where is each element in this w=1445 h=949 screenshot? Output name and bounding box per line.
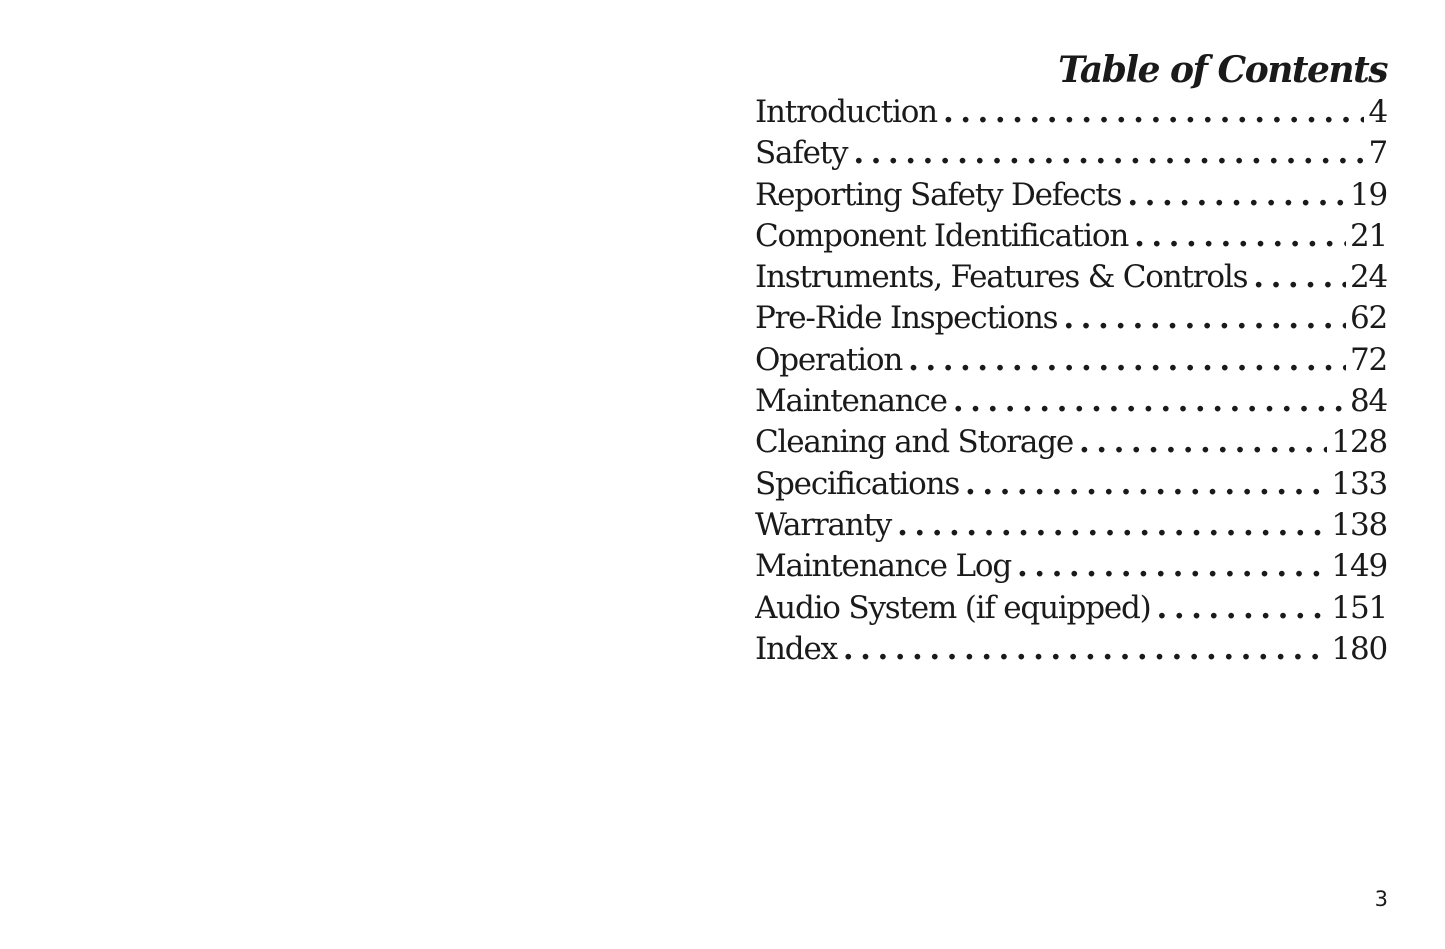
toc-entry-label: Reporting Safety Defects xyxy=(755,176,1122,213)
toc-entry-label: Instruments, Features & Controls xyxy=(755,259,1248,296)
toc-list xyxy=(755,92,1387,670)
toc-entry-label: Maintenance Log xyxy=(755,548,1011,585)
toc-entry-label: Pre-Ride Inspections xyxy=(755,300,1058,337)
table-of-contents xyxy=(755,48,1387,670)
toc-entry-safety[interactable] xyxy=(755,133,1387,174)
dot-leader xyxy=(953,381,1346,422)
toc-entry-label: Introduction xyxy=(755,94,937,130)
toc-entry-component-identification[interactable] xyxy=(755,216,1387,257)
toc-entry-page: 128 xyxy=(1331,424,1387,461)
toc-entry-instruments-features-controls[interactable] xyxy=(755,257,1387,298)
toc-entry-index[interactable] xyxy=(755,629,1387,670)
dot-leader xyxy=(1063,298,1346,339)
page-number: 3 xyxy=(1374,887,1388,911)
dot-leader xyxy=(943,92,1365,133)
dot-leader xyxy=(908,340,1346,381)
dot-leader xyxy=(1253,257,1346,298)
toc-entry-label: Specifications xyxy=(755,465,960,502)
toc-entry-label: Operation xyxy=(755,341,903,378)
toc-entry-page: 7 xyxy=(1368,135,1387,172)
toc-entry-reporting-safety-defects[interactable] xyxy=(755,175,1387,216)
toc-entry-maintenance[interactable] xyxy=(755,381,1387,422)
toc-entry-label: Component Identification xyxy=(755,217,1129,254)
dot-leader xyxy=(853,133,1364,174)
toc-entry-maintenance-log[interactable] xyxy=(755,546,1387,587)
toc-title: Table of Contents xyxy=(1058,49,1387,91)
toc-entry-label: Index xyxy=(755,630,837,667)
toc-entry-operation[interactable] xyxy=(755,340,1387,381)
toc-entry-pre-ride-inspections[interactable] xyxy=(755,298,1387,339)
toc-entry-page: 151 xyxy=(1331,589,1387,626)
dot-leader xyxy=(1017,546,1327,587)
dot-leader xyxy=(843,629,1328,670)
toc-entry-page: 149 xyxy=(1331,548,1387,585)
toc-entry-warranty[interactable] xyxy=(755,505,1387,546)
toc-entry-label: Cleaning and Storage xyxy=(755,424,1073,461)
dot-leader xyxy=(1079,422,1327,463)
toc-entry-specifications[interactable] xyxy=(755,464,1387,505)
toc-entry-page: 4 xyxy=(1368,94,1387,130)
toc-entry-page: 138 xyxy=(1331,506,1387,543)
toc-entry-audio-system[interactable] xyxy=(755,588,1387,629)
toc-entry-label: Warranty xyxy=(755,506,892,543)
toc-entry-page: 133 xyxy=(1331,465,1387,502)
toc-entry-label: Maintenance xyxy=(755,383,947,420)
dot-leader xyxy=(1134,216,1346,257)
toc-entry-label: Audio System (if equipped) xyxy=(755,589,1151,626)
dot-leader xyxy=(1157,588,1328,629)
toc-entry-introduction[interactable] xyxy=(755,92,1387,133)
toc-entry-page: 19 xyxy=(1349,176,1387,213)
toc-entry-label: Safety xyxy=(755,135,848,172)
dot-leader xyxy=(897,505,1327,546)
toc-entry-page: 62 xyxy=(1349,300,1387,337)
toc-entry-page: 24 xyxy=(1349,259,1387,296)
toc-entry-page: 72 xyxy=(1349,341,1387,378)
toc-entry-cleaning-and-storage[interactable] xyxy=(755,422,1387,463)
toc-entry-page: 21 xyxy=(1349,217,1387,254)
toc-entry-page: 180 xyxy=(1331,630,1387,667)
dot-leader xyxy=(1127,175,1346,216)
dot-leader xyxy=(965,464,1327,505)
toc-entry-page: 84 xyxy=(1349,383,1387,420)
